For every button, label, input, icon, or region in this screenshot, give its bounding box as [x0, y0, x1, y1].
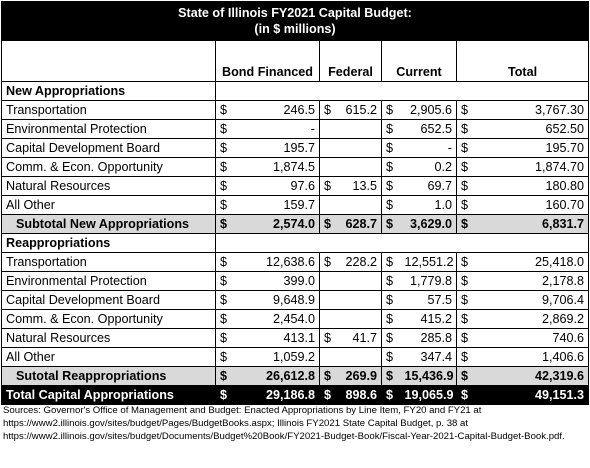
table-row	[2, 310, 589, 329]
bond-value: 97.6	[238, 177, 320, 196]
current-value: 57.5	[402, 291, 457, 310]
federal-currency: $	[320, 177, 340, 196]
section-header-spacer	[382, 82, 402, 101]
federal-value	[340, 158, 382, 177]
bond-value: 12,638.6	[238, 253, 320, 272]
total-value: 1,874.70	[477, 158, 589, 177]
col-header-federal: Federal	[320, 41, 382, 82]
bond-currency: $	[216, 215, 238, 234]
federal-value: 41.7	[340, 329, 382, 348]
current-currency: $	[382, 158, 402, 177]
federal-currency: $	[320, 329, 340, 348]
total-currency: $	[457, 348, 477, 367]
bond-currency: $	[216, 291, 238, 310]
total-currency: $	[457, 386, 477, 405]
federal-value: 615.2	[340, 101, 382, 120]
total-currency: $	[457, 272, 477, 291]
current-currency: $	[382, 177, 402, 196]
table-row	[2, 272, 589, 291]
current-value: 3,629.0	[402, 215, 457, 234]
section-header-spacer	[216, 82, 238, 101]
row-label: Natural Resources	[2, 177, 216, 196]
total-currency: $	[457, 101, 477, 120]
federal-value	[340, 196, 382, 215]
column-header-row	[2, 41, 589, 82]
table-row	[2, 196, 589, 215]
sources-note: Sources: Governor's Office of Management and Budget: Enacted Appropriations by Line Item, FY20 and FY21 at https://www2.illinois.gov/sites/budget/Pages/BudgetBooks.aspx; Illinois FY2021 State Capital Budget, p. 38 at https://www2.illinois.gov/sites/budget/Documents/Budget%20Book/FY2021-Budget-Book/Fiscal-Year-2021-Capital-Budget-Book.pdf.	[3, 405, 565, 442]
title-line-2: (in $ millions)	[254, 22, 336, 36]
bond-currency: $	[216, 329, 238, 348]
federal-currency	[320, 348, 340, 367]
current-currency: $	[382, 101, 402, 120]
federal-value: 898.6	[340, 386, 382, 405]
current-currency: $	[382, 253, 402, 272]
bond-value: 246.5	[238, 101, 320, 120]
bond-value: 26,612.8	[238, 367, 320, 386]
total-currency: $	[457, 158, 477, 177]
total-value: 1,406.6	[477, 348, 589, 367]
section-header-spacer	[382, 234, 402, 253]
bond-currency: $	[216, 196, 238, 215]
federal-currency: $	[320, 386, 340, 405]
total-value: 9,706.4	[477, 291, 589, 310]
col-header-total: Total	[457, 41, 589, 82]
row-label: Environmental Protection	[2, 272, 216, 291]
row-label: Environmental Protection	[2, 120, 216, 139]
current-currency: $	[382, 348, 402, 367]
current-value: 285.8	[402, 329, 457, 348]
header-blank	[2, 41, 216, 82]
bond-value: 2,454.0	[238, 310, 320, 329]
federal-value	[340, 139, 382, 158]
table-row	[2, 139, 589, 158]
bond-value: 9,648.9	[238, 291, 320, 310]
row-label: Capital Development Board	[2, 291, 216, 310]
table-row	[2, 253, 589, 272]
table-row	[2, 101, 589, 120]
total-currency: $	[457, 120, 477, 139]
federal-currency	[320, 139, 340, 158]
federal-value: 13.5	[340, 177, 382, 196]
bond-value: 29,186.8	[238, 386, 320, 405]
bond-currency: $	[216, 120, 238, 139]
current-value: 19,065.9	[402, 386, 457, 405]
title-line-1: State of Illinois FY2021 Capital Budget:	[178, 6, 412, 20]
bond-currency: $	[216, 348, 238, 367]
section-title: Reappropriations	[2, 234, 216, 253]
bond-value: 195.7	[238, 139, 320, 158]
federal-currency	[320, 158, 340, 177]
section-header-spacer	[340, 234, 382, 253]
col-header-bond: Bond Financed	[216, 41, 320, 82]
bond-value: 399.0	[238, 272, 320, 291]
current-value: 1.0	[402, 196, 457, 215]
section-header-spacer	[320, 82, 340, 101]
bond-currency: $	[216, 101, 238, 120]
total-value: 49,151.3	[477, 386, 589, 405]
table-row	[2, 177, 589, 196]
row-label: Natural Resources	[2, 329, 216, 348]
federal-currency: $	[320, 215, 340, 234]
section-header	[2, 82, 589, 101]
federal-currency: $	[320, 101, 340, 120]
current-currency: $	[382, 120, 402, 139]
grand-total-row	[2, 386, 589, 405]
section-header-spacer	[320, 234, 340, 253]
current-value: 69.7	[402, 177, 457, 196]
bond-value: 1,059.2	[238, 348, 320, 367]
current-currency: $	[382, 386, 402, 405]
section-header-spacer	[457, 234, 477, 253]
bond-currency: $	[216, 272, 238, 291]
total-currency: $	[457, 177, 477, 196]
table-row	[2, 291, 589, 310]
current-value: 347.4	[402, 348, 457, 367]
federal-value: 228.2	[340, 253, 382, 272]
bond-value: 413.1	[238, 329, 320, 348]
current-value: -	[402, 139, 457, 158]
section-header-spacer	[340, 82, 382, 101]
table-row	[2, 120, 589, 139]
col-header-current: Current	[382, 41, 457, 82]
total-currency: $	[457, 291, 477, 310]
current-value: 2,905.6	[402, 101, 457, 120]
section-header-spacer	[402, 234, 457, 253]
section-header-spacer	[477, 234, 589, 253]
current-currency: $	[382, 215, 402, 234]
total-value: 740.6	[477, 329, 589, 348]
section-title: New Appropriations	[2, 82, 216, 101]
section-header-spacer	[402, 82, 457, 101]
total-currency: $	[457, 215, 477, 234]
federal-currency	[320, 120, 340, 139]
current-value: 0.2	[402, 158, 457, 177]
total-value: 25,418.0	[477, 253, 589, 272]
total-currency: $	[457, 329, 477, 348]
total-value: 195.70	[477, 139, 589, 158]
row-label: Capital Development Board	[2, 139, 216, 158]
section-header-spacer	[457, 82, 477, 101]
federal-currency	[320, 196, 340, 215]
bond-currency: $	[216, 386, 238, 405]
bond-value: 2,574.0	[238, 215, 320, 234]
row-label: Comm. & Econ. Opportunity	[2, 310, 216, 329]
current-currency: $	[382, 310, 402, 329]
current-currency: $	[382, 139, 402, 158]
table-title	[2, 2, 589, 41]
federal-value	[340, 120, 382, 139]
current-value: 1,779.8	[402, 272, 457, 291]
section-header-spacer	[238, 82, 320, 101]
current-value: 415.2	[402, 310, 457, 329]
row-label: All Other	[2, 196, 216, 215]
current-currency: $	[382, 196, 402, 215]
total-value: 2,178.8	[477, 272, 589, 291]
federal-currency: $	[320, 367, 340, 386]
bond-currency: $	[216, 158, 238, 177]
total-value: 2,869.2	[477, 310, 589, 329]
federal-value	[340, 291, 382, 310]
bond-value: 1,874.5	[238, 158, 320, 177]
federal-value: 628.7	[340, 215, 382, 234]
total-currency: $	[457, 139, 477, 158]
bond-currency: $	[216, 310, 238, 329]
current-currency: $	[382, 329, 402, 348]
total-currency: $	[457, 253, 477, 272]
bond-currency: $	[216, 253, 238, 272]
row-label: Comm. & Econ. Opportunity	[2, 158, 216, 177]
total-value: 42,319.6	[477, 367, 589, 386]
row-label: Total Capital Appropriations	[2, 386, 216, 405]
total-currency: $	[457, 196, 477, 215]
row-label: Sutotal Reappropriations	[2, 367, 216, 386]
subtotal-row	[2, 215, 589, 234]
subtotal-row	[2, 367, 589, 386]
federal-value: 269.9	[340, 367, 382, 386]
current-currency: $	[382, 272, 402, 291]
federal-currency	[320, 272, 340, 291]
section-header-spacer	[238, 234, 320, 253]
total-currency: $	[457, 310, 477, 329]
row-label: Subtotal New Appropriations	[2, 215, 216, 234]
total-value: 3,767.30	[477, 101, 589, 120]
bond-value: -	[238, 120, 320, 139]
total-value: 180.80	[477, 177, 589, 196]
bond-currency: $	[216, 177, 238, 196]
row-label: Transportation	[2, 253, 216, 272]
federal-value	[340, 272, 382, 291]
current-currency: $	[382, 367, 402, 386]
table-row	[2, 158, 589, 177]
table-row	[2, 348, 589, 367]
table-row	[2, 329, 589, 348]
row-label: All Other	[2, 348, 216, 367]
federal-value	[340, 348, 382, 367]
current-value: 652.5	[402, 120, 457, 139]
federal-currency	[320, 310, 340, 329]
bond-currency: $	[216, 367, 238, 386]
section-header-spacer	[216, 234, 238, 253]
capital-budget-table	[1, 1, 589, 405]
section-header	[2, 234, 589, 253]
current-currency: $	[382, 291, 402, 310]
federal-currency	[320, 291, 340, 310]
bond-value: 159.7	[238, 196, 320, 215]
total-currency: $	[457, 367, 477, 386]
row-label: Transportation	[2, 101, 216, 120]
total-value: 160.70	[477, 196, 589, 215]
bond-currency: $	[216, 139, 238, 158]
current-value: 15,436.9	[402, 367, 457, 386]
section-header-spacer	[477, 82, 589, 101]
total-value: 6,831.7	[477, 215, 589, 234]
total-value: 652.50	[477, 120, 589, 139]
federal-value	[340, 310, 382, 329]
current-value: 12,551.2	[402, 253, 457, 272]
federal-currency: $	[320, 253, 340, 272]
